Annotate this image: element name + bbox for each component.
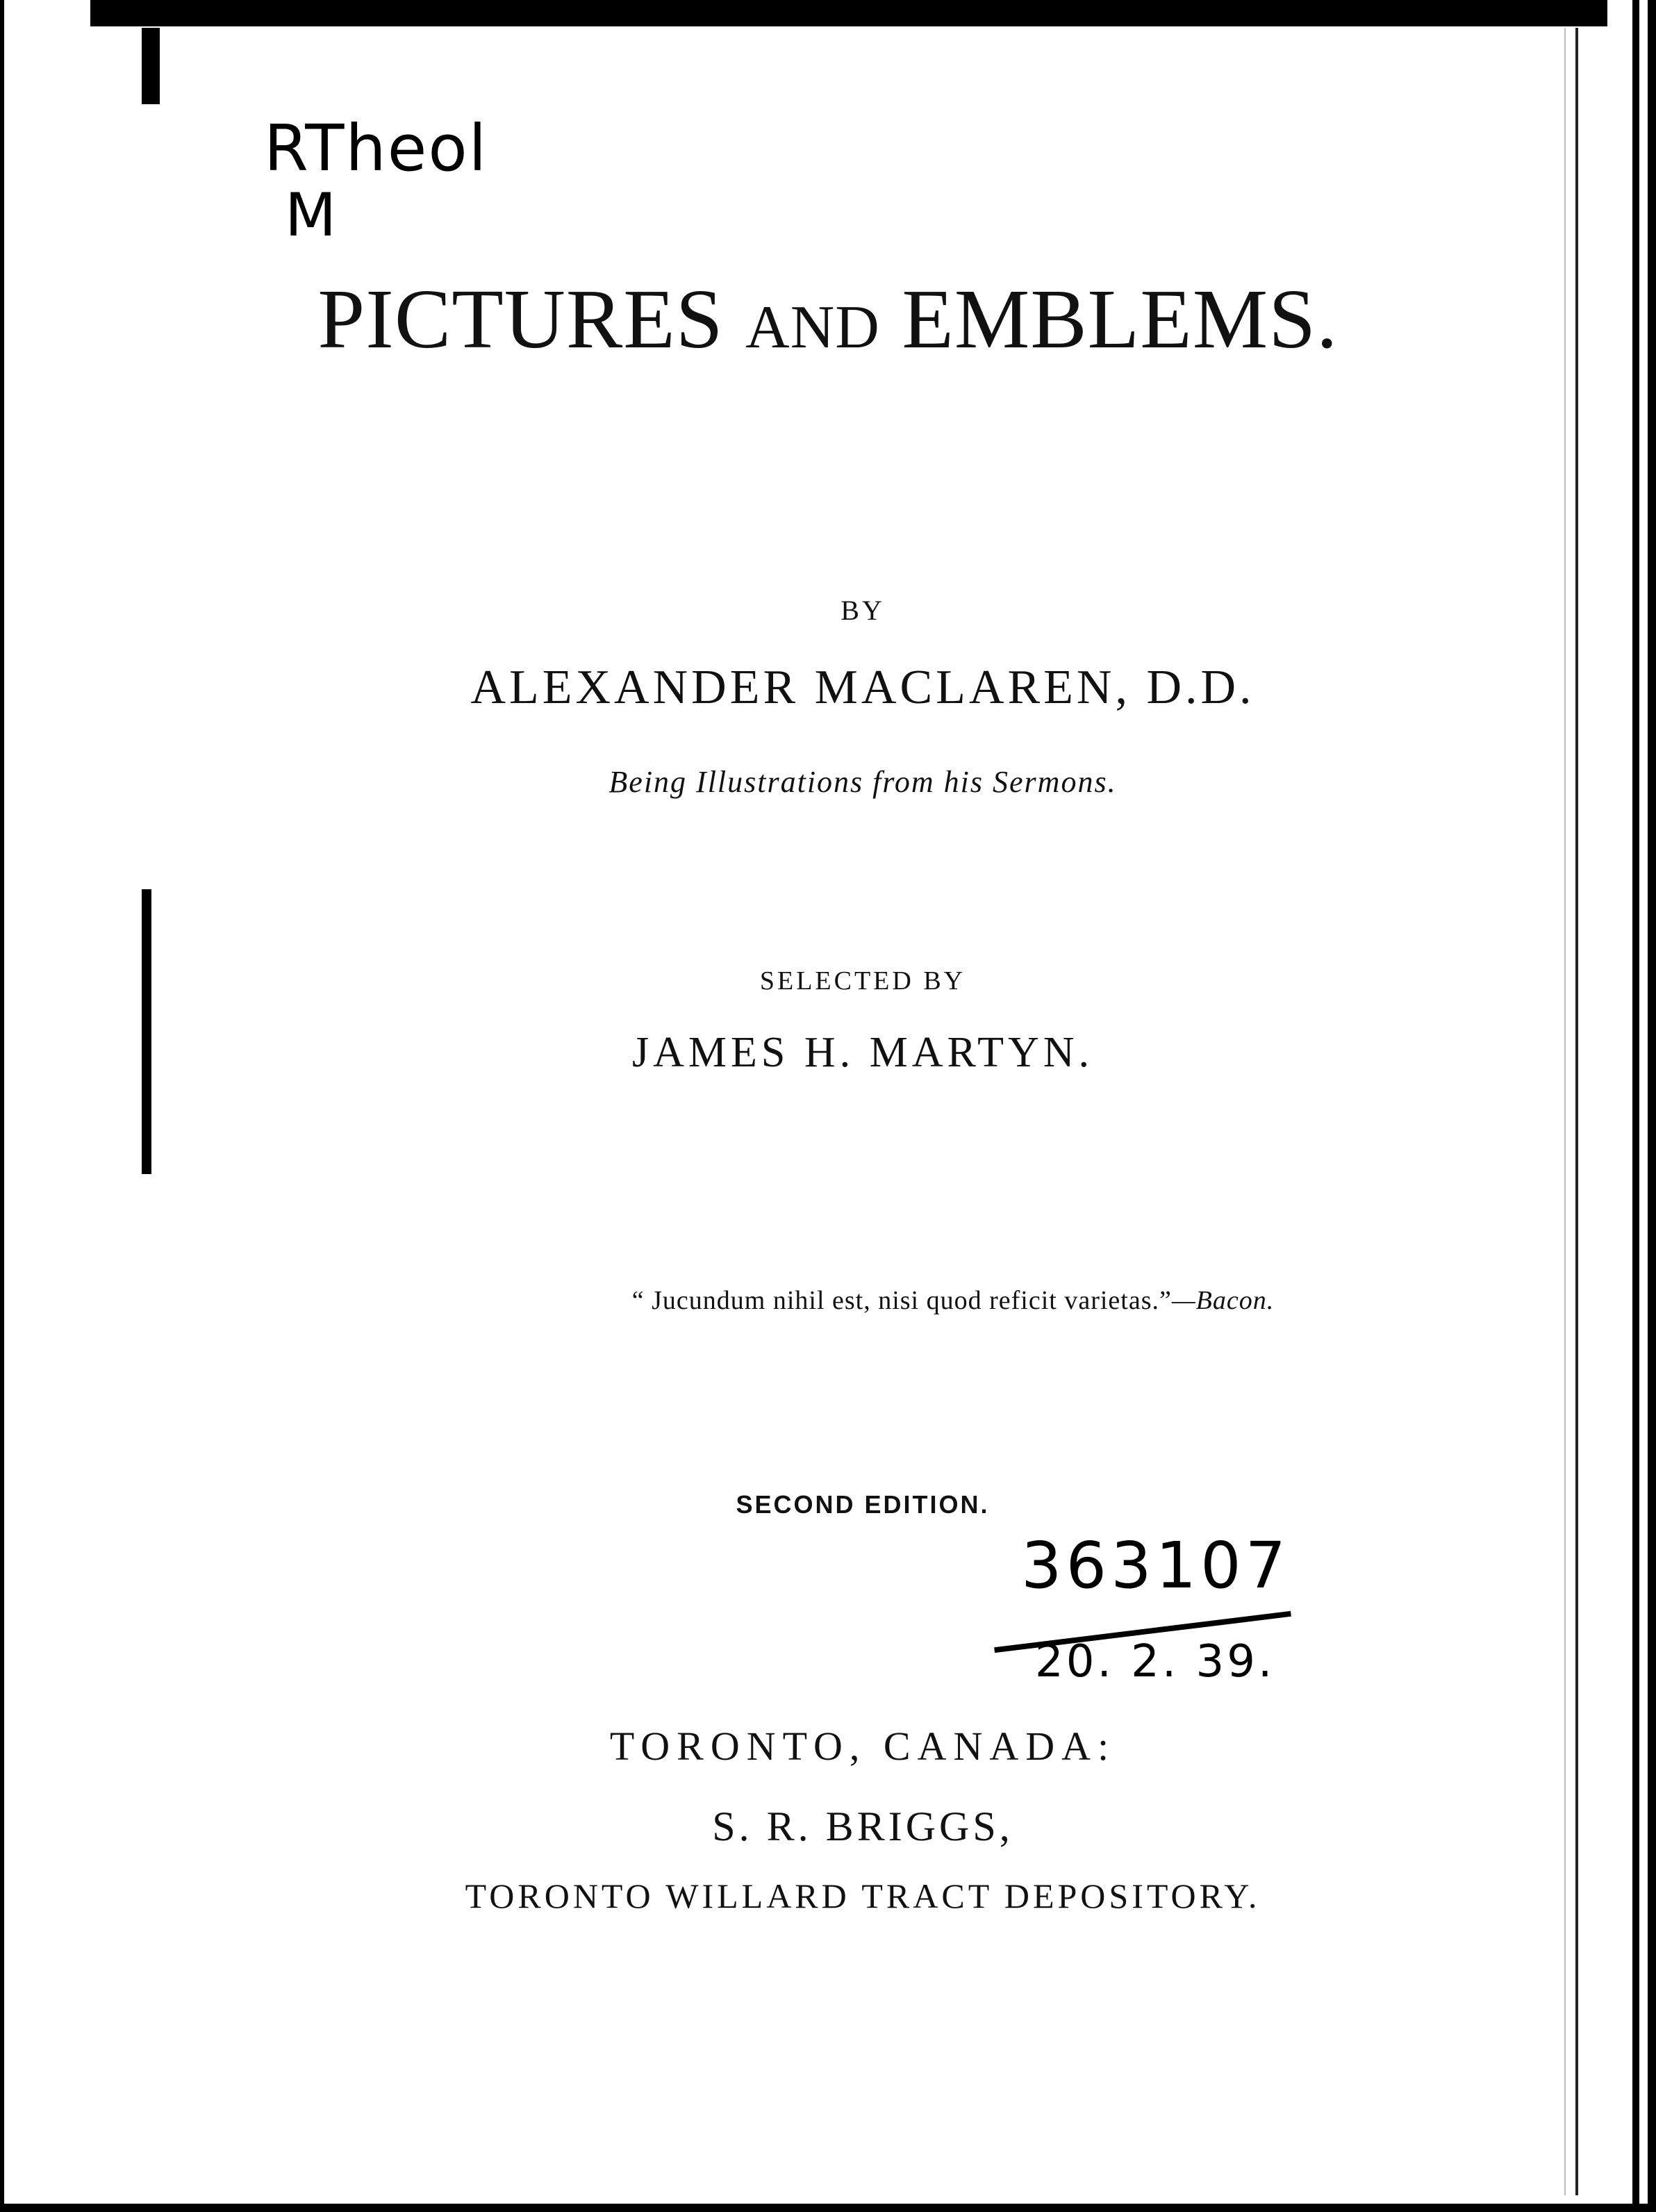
selected-by-line: SELECTED BY [759,966,966,996]
epigraph-attribution: —Bacon. [1171,1286,1275,1315]
epigraph [125,1285,1656,1316]
compiler-name: JAMES H. MARTYN. [631,1029,1094,1076]
by-line: BY [841,595,885,626]
title-word-1: PICTURES [317,272,724,366]
handwritten-accession-date: 20. 2. 39. [1035,1636,1275,1687]
handwritten-shelfmark-line1: RTheol [264,111,488,185]
edition-label: SECOND EDITION. [736,1490,990,1519]
handwritten-accession-number: 363107 [1021,1528,1291,1603]
subtitle: Being Illustrations from his Sermons. [608,765,1117,799]
title-connector: AND [745,294,880,361]
title-word-2: EMBLEMS. [902,272,1339,366]
spine-mark-top [142,28,160,104]
author-name: ALEXANDER MACLAREN, D.D. [470,661,1255,714]
imprint-depository: TORONTO WILLARD TRACT DEPOSITORY. [465,1876,1261,1915]
handwritten-shelfmark-line2: M [285,181,337,250]
scan-edge-top [0,0,1656,26]
imprint-publisher: S. R. BRIGGS, [712,1804,1013,1849]
scan-edge-bottom [0,2204,1656,2212]
book-title [0,271,1656,368]
epigraph-text: “ Jucundum nihil est, nisi quod reficit varietas.” [631,1286,1172,1315]
imprint-city: TORONTO, CANADA: [609,1724,1116,1769]
